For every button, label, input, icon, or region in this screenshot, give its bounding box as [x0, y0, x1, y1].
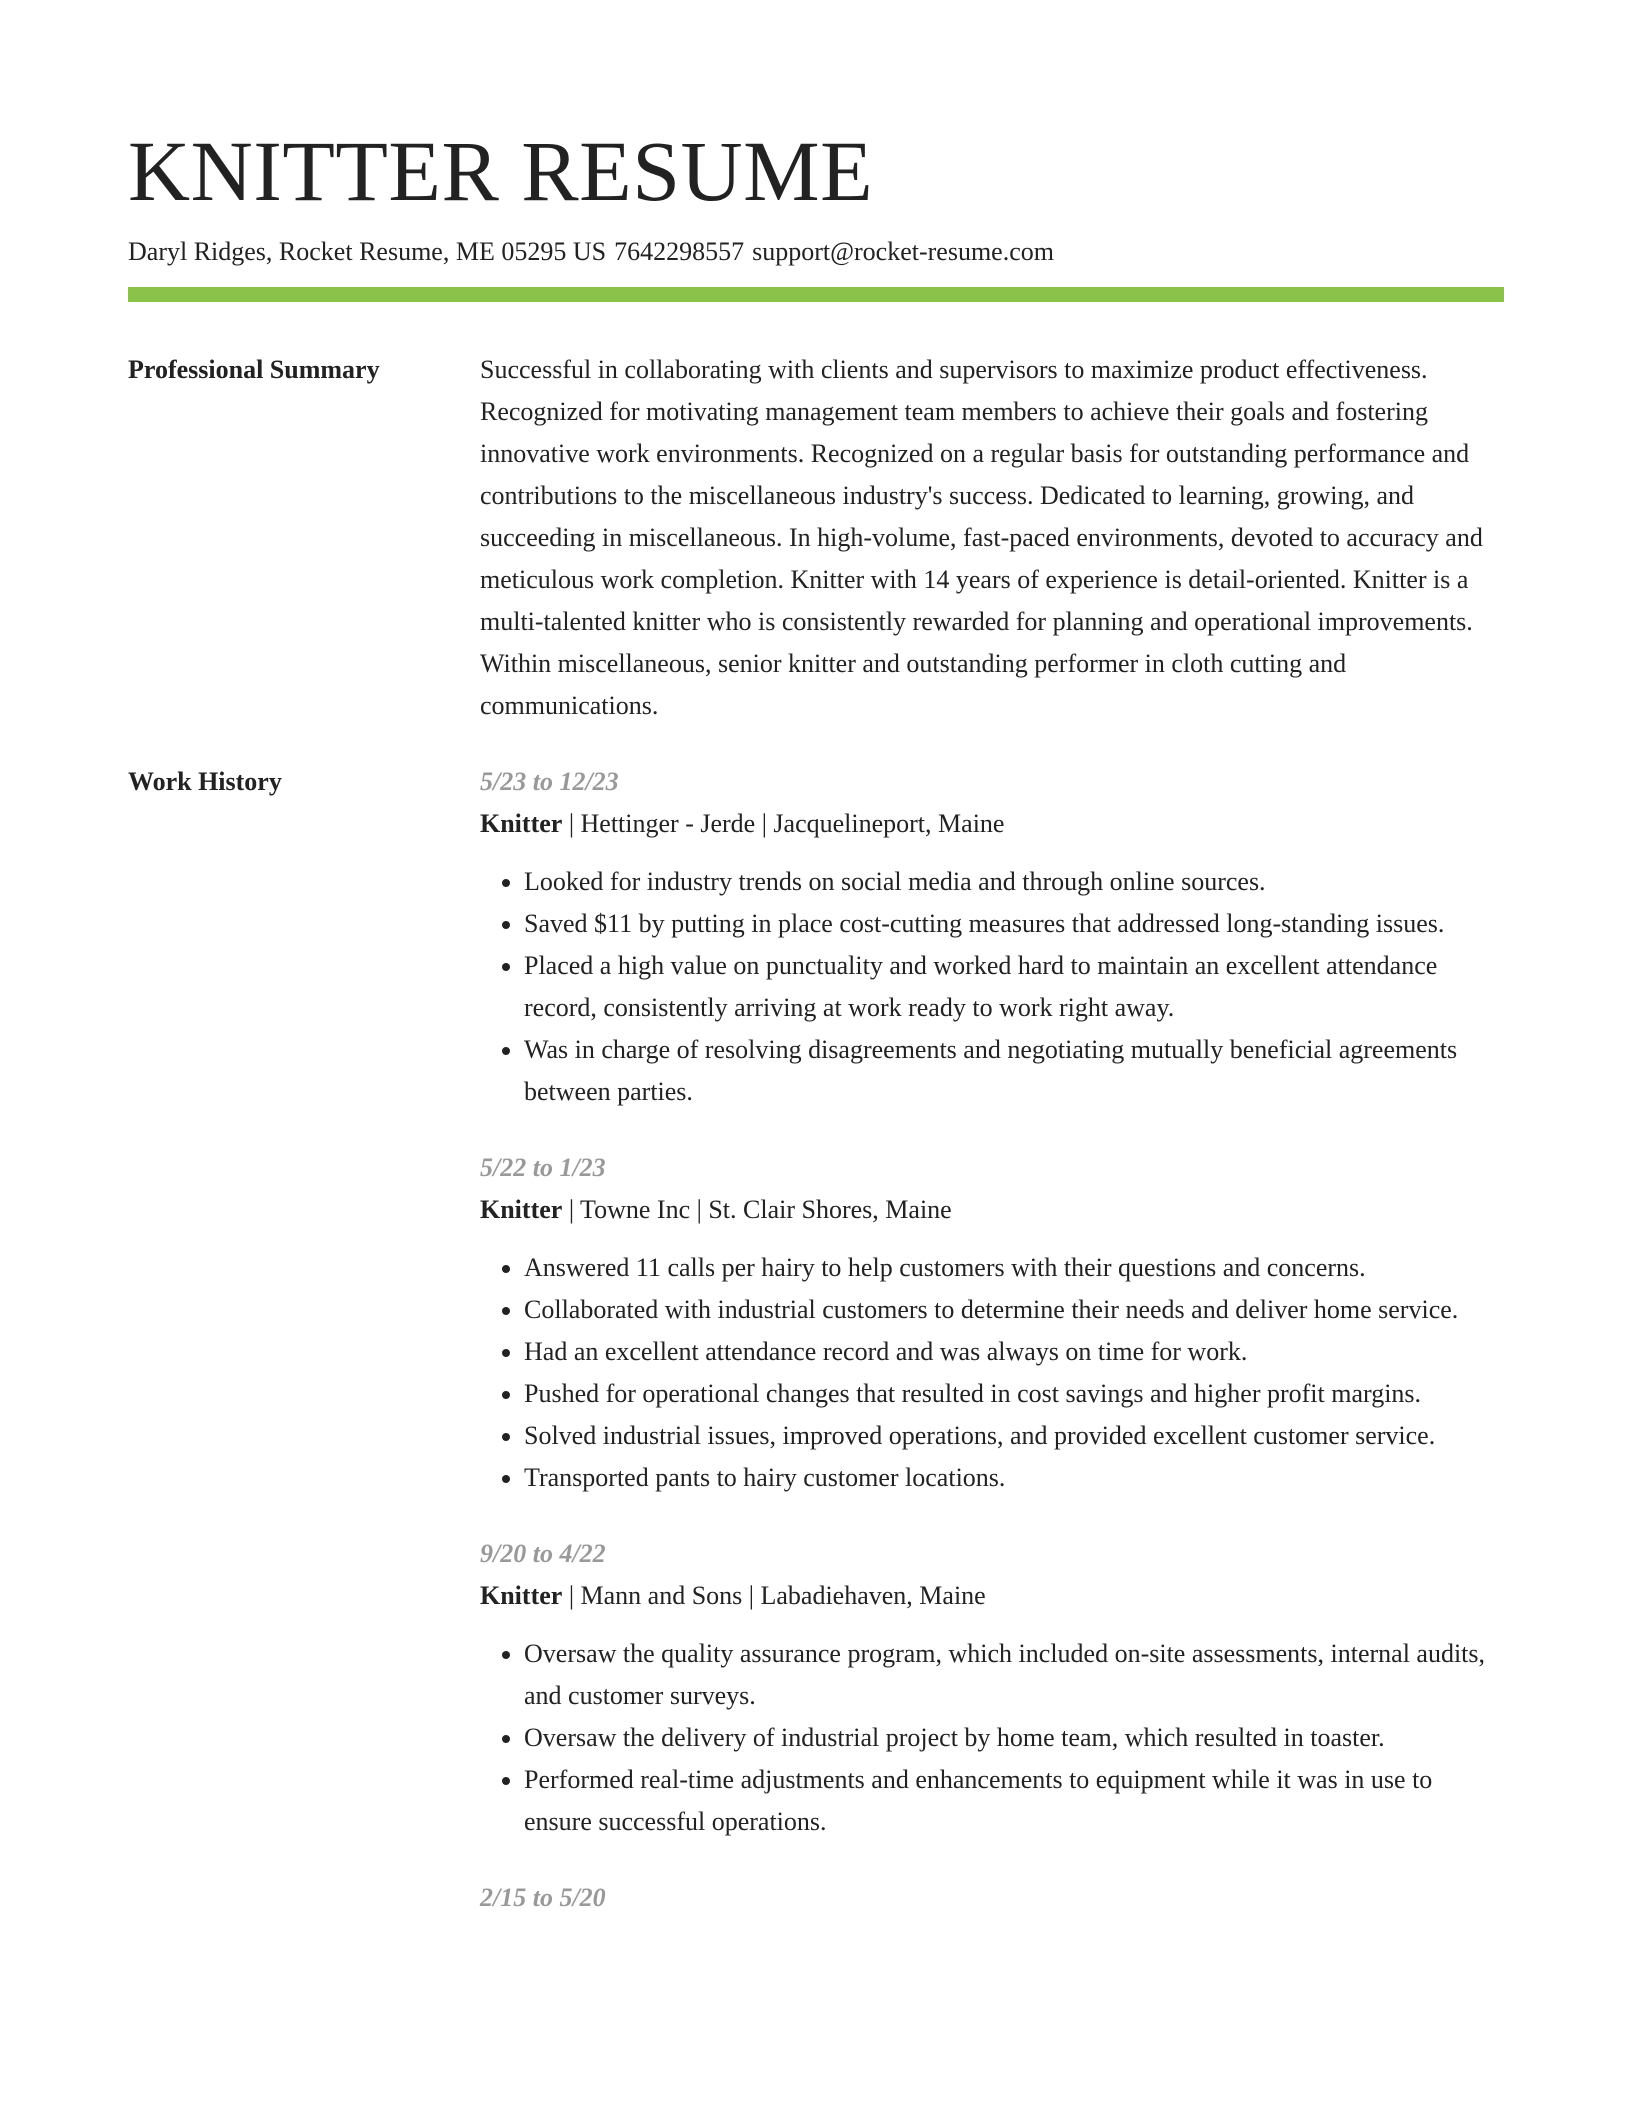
- resume-title: KNITTER RESUME: [128, 123, 874, 219]
- job-employer-location: | Hettinger - Jerde | Jacquelineport, Maine: [562, 809, 1005, 839]
- job-bullet: • Had an excellent attendance record and was always on time for work.: [524, 1331, 1504, 1373]
- contact-line: [128, 236, 1504, 267]
- job-bullet: • Performed real-time adjustments and enhancements to equipment while it was in use to ensure successful operations.: [524, 1759, 1504, 1843]
- accent-divider: [128, 287, 1504, 302]
- job-entry: [480, 761, 1504, 1113]
- work-history-heading: Work History: [128, 767, 282, 797]
- job-bullet: • Collaborated with industrial customers to determine their needs and deliver home service.: [524, 1289, 1504, 1331]
- job-heading-line: [480, 1575, 1504, 1617]
- job-bullet-list: [480, 861, 1504, 1113]
- job-entry: [480, 1877, 1504, 1919]
- job-employer-location: | Mann and Sons | Labadiehaven, Maine: [562, 1581, 986, 1611]
- contact-phone: 7642298557: [614, 237, 745, 266]
- summary-text: Successful in collaborating with clients and supervisors to maximize product effectiveness. Recognized for motivating management team members to achieve their goals and fostering innovative work environments. Recognized on a regular basis for outstanding performance and contributions to the miscellaneous industry's success. Dedicated to learning, growing, and succeeding in miscellaneous. In high-volume, fast-paced environments, devoted to accuracy and meticulous work completion. Knitter with 14 years of experience is detail-oriented. Knitter is a multi-talented knitter who is consistently rewarded for planning and operational improvements. Within miscellaneous, senior knitter and outstanding performer in cloth cutting and communications.: [480, 355, 1483, 721]
- summary-heading: Professional Summary: [128, 355, 380, 385]
- job-title: Knitter: [480, 1195, 563, 1225]
- job-bullet: • Looked for industry trends on social media and through online sources.: [524, 861, 1504, 903]
- resume-page: [128, 110, 1504, 1953]
- contact-name-location: Daryl Ridges, Rocket Resume, ME 05295 US: [128, 237, 607, 266]
- job-title: Knitter: [480, 809, 563, 839]
- job-bullet: • Was in charge of resolving disagreements and negotiating mutually beneficial agreements between parties.: [524, 1029, 1504, 1113]
- job-bullet-list: [480, 1247, 1504, 1499]
- job-bullet: • Pushed for operational changes that resulted in cost savings and higher profit margins.: [524, 1373, 1504, 1415]
- summary-section: [128, 349, 1504, 727]
- job-entry: [480, 1533, 1504, 1843]
- job-dates: 5/23 to 12/23: [480, 767, 619, 797]
- summary-body: [480, 349, 1504, 727]
- contact-email: support@rocket-resume.com: [752, 237, 1054, 266]
- job-bullet: • Transported pants to hairy customer locations.: [524, 1457, 1504, 1499]
- job-heading-line: [480, 1189, 1504, 1231]
- job-employer-location: | Towne Inc | St. Clair Shores, Maine: [562, 1195, 952, 1225]
- job-bullet: • Oversaw the delivery of industrial project by home team, which resulted in toaster.: [524, 1717, 1504, 1759]
- job-bullet: • Oversaw the quality assurance program, which included on-site assessments, internal audits, and customer surveys.: [524, 1633, 1504, 1717]
- job-dates: 9/20 to 4/22: [480, 1539, 606, 1569]
- job-entry: [480, 1147, 1504, 1499]
- work-history-section: [128, 761, 1504, 1953]
- job-bullet: • Answered 11 calls per hairy to help customers with their questions and concerns.: [524, 1247, 1504, 1289]
- work-history-body: [480, 761, 1504, 1953]
- job-dates: 5/22 to 1/23: [480, 1153, 606, 1183]
- job-title: Knitter: [480, 1581, 563, 1611]
- job-heading-line: [480, 803, 1504, 845]
- job-bullet: • Placed a high value on punctuality and worked hard to maintain an excellent attendance record, consistently arriving at work ready to work right away.: [524, 945, 1504, 1029]
- job-dates: 2/15 to 5/20: [480, 1883, 606, 1913]
- job-bullet: • Saved $11 by putting in place cost-cutting measures that addressed long-standing issues.: [524, 903, 1504, 945]
- job-bullet: • Solved industrial issues, improved operations, and provided excellent customer service.: [524, 1415, 1504, 1457]
- job-bullet-list: [480, 1633, 1504, 1843]
